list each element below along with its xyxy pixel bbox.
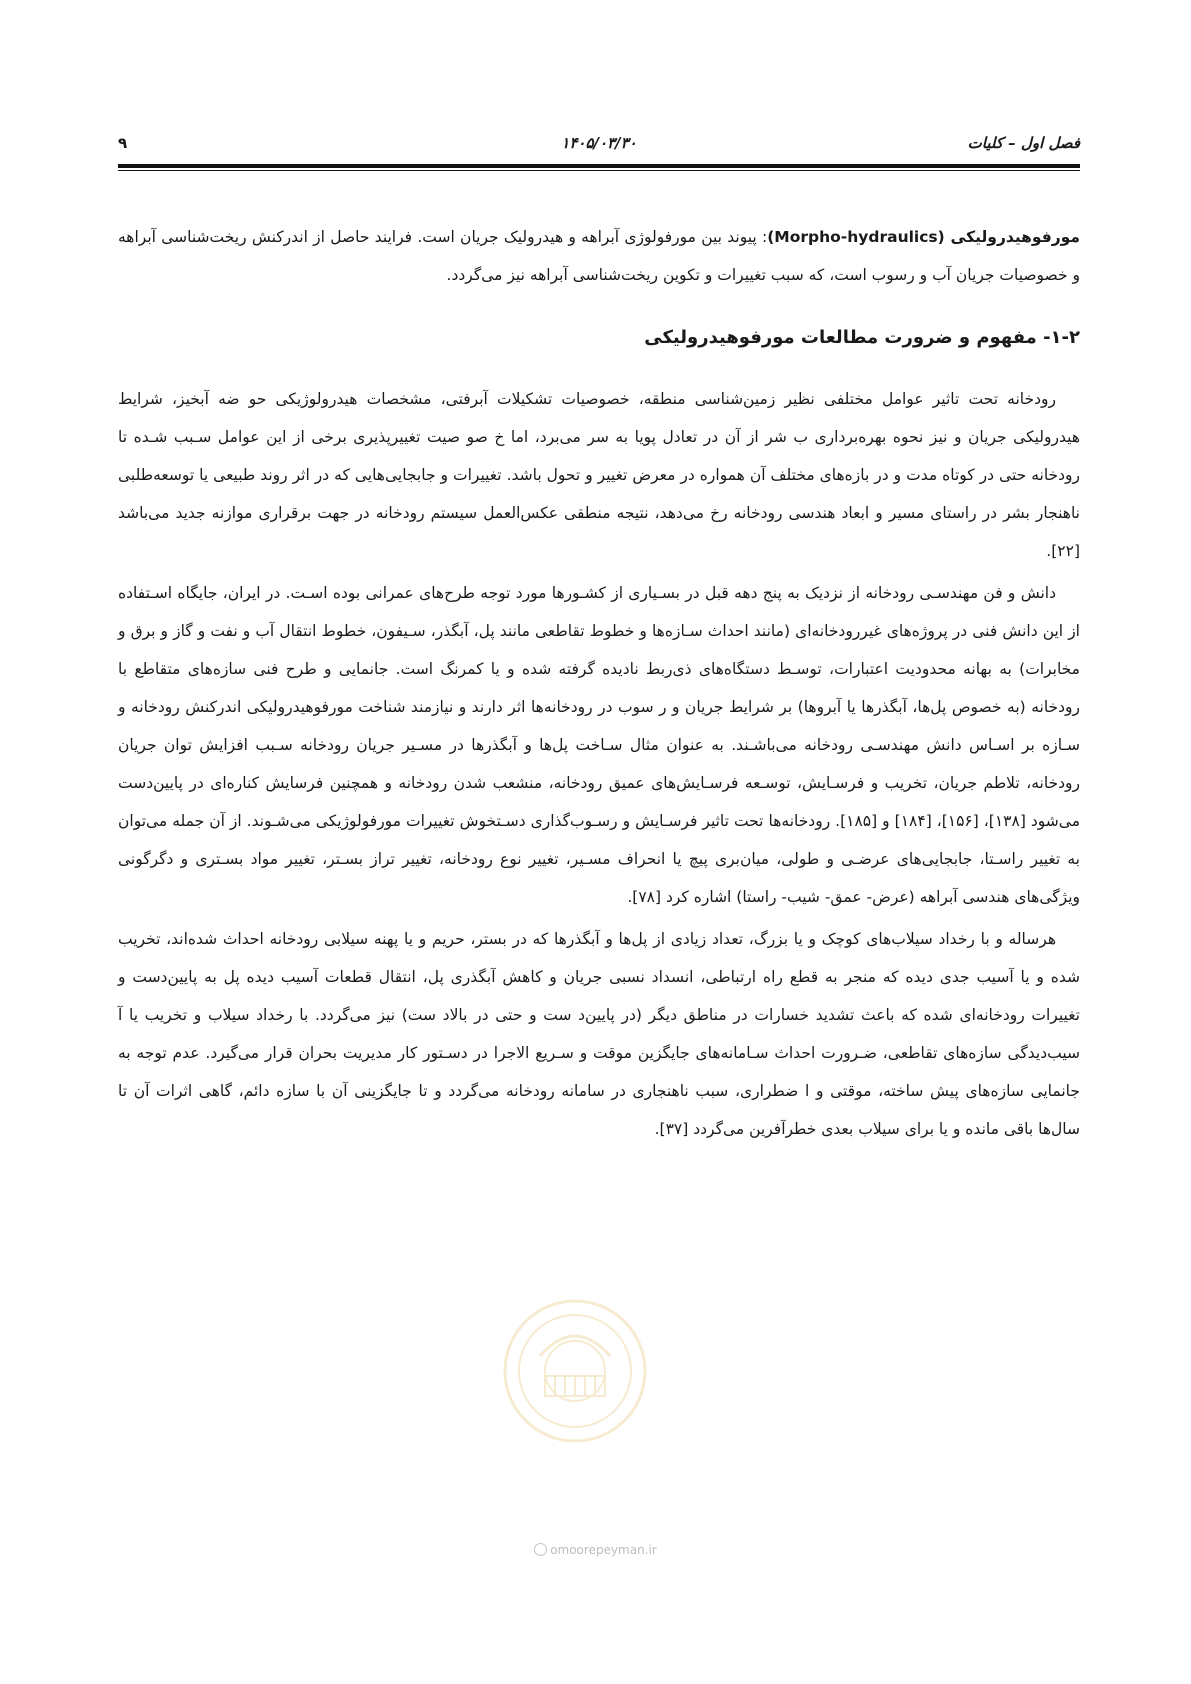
header-rule-thick <box>118 164 1080 168</box>
circular-seal-logo-icon <box>500 1296 650 1446</box>
section-heading: ۱-۲- مفهوم و ضرورت مطالعات مورفوهیدرولیکی <box>644 327 1080 348</box>
body-paragraph-3: هرساله و با رخداد سیلاب‌های کوچک و یا بزرگ، تعداد زیادی از پل‌ها و آبگذرها که در بستر، حریم و یا پهنه سیلابی رودخانه احداث شده‌اند، تخریب شده و یا آسیب جدی دیده که منجر به قطع راه ارتباطی، انسداد نسبی جریان و کاهش آبگذری پل، انتقال قطعات آسیب دیده پل به پایین‌دست و تغییرات رودخانه‌ای شده که باعث تشدید خسارات در مناطق دیگر (در پایین‌د ست و حتی در بالاد ست) نیز می‌گردد. با رخداد سیلاب و تخریب یا آ سیب‌دیدگی سازه‌های تقاطعی، ضـرورت احداث سـامانه‌های جایگزین موقت و سـریع الاجرا در دسـتور کار مدیریت بحران قرار می‌گیرد. عدم توجه به جانمایی سازه‌های پیش ساخته، موقتی و ا ضطراری، سبب ناهنجاری در سامانه رودخانه می‌گردد و تا جایگزینی آن با سازه دائم، گاهی اثرات آن تا سال‌ها باقی مانده و یا برای سیلاب بعدی خطرآفرین می‌گردد [۳۷]. <box>118 930 1080 1138</box>
body-paragraph-1: رودخانه تحت تاثیر عوامل مختلفی نظیر زمین‌شناسی منطقه، خصوصیات تشکیلات آبرفتی، مشخصات هیدرولوژیکی حو ضه آبخیز، شرایط هیدرولیکی جریان و نیز نحوه بهره‌برداری ب شر از آن در تعادل پویا به سر می‌برد، اما خ صو صیت تغییرپذیری برخی از این عوامل سـبب شـده تا رودخانه حتی در کوتاه مدت و در بازه‌های مختلف آن همواره در معرض تغییر و تحول باشد. تغییرات و جابجایی‌هایی که در اثر روند طبیعی یا توسعه‌طلبی ناهنجار بشر در راستای مسیر و ابعاد هندسی رودخانه رخ می‌دهد، نتیجه منطقی عکس‌العمل سیستم رودخانه در جهت برقراری موازنه جدید می‌باشد [۲۲]. <box>118 390 1080 560</box>
body-paragraph-2: دانش و فن مهندسـی رودخانه از نزدیک به پنج دهه قبل در بسـیاری از کشـورها مورد توجه طرح‌های عمرانی بوده اسـت. در ایران، جایگاه اسـتفاده از این دانش فنی در پروژه‌های غیررودخانه‌ای (مانند احداث سـازه‌ها و خطوط تقاطعی مانند پل، آبگذر، سـیفون، خطوط انتقال آب و نفت و گاز و برق و مخابرات) به بهانه محدودیت اعتبارات، توسـط دستگاه‌های ذی‌ربط نادیده گرفته شده و یا کمرنگ است. جانمایی و طرح فنی سازه‌های متقاطع با رودخانه (به خصوص پل‌ها، آبگذرها یا آبروها) بر شرایط جریان و ر سوب در رودخانه‌ها اثر دارند و نیازمند شناخت مورفوهیدرولیکی اندرکنش رودخانه و سـازه بر اسـاس دانش مهندسـی رودخانه می‌باشـند. به عنوان مثال سـاخت پل‌ها و آبگذرها در مسـیر جریان رودخانه سـبب افزایش توان جریان رودخانه، تلاطم جریان، تخریب و فرسـایش، توسـعه فرسـایش‌های عمیق رودخانه، منشعب شدن رودخانه و همچنین فرسایش کناره‌ای در پایین‌دست می‌شود [۱۳۸]، [۱۵۶]، [۱۸۴] و [۱۸۵]. رودخانه‌ها تحت تاثیر فرسـایش و رسـوب‌گذاری دسـتخوش تغییرات مورفولوژیکی می‌شـوند. از آن جمله می‌توان به تغییر راسـتا، جابجایی‌های عرضـی و طولی، میان‌بری پیچ یا انحراف مسـیر، تغییر نوع رودخانه، تغییر تراز بسـتر، تغییر مواد بسـتری و دگرگونی ویژگی‌های هندسی آبراهه (عرض- عمق- شیب- راستا) اشاره کرد [۷۸]. <box>118 584 1080 906</box>
definition-term: مورفوهیدرولیکی (Morpho-hydraulics) <box>767 228 1080 246</box>
body-text <box>118 218 1080 1148</box>
page-number: ۹ <box>118 134 128 152</box>
header-date: ۱۴۰۵/۰۳/۳۰ <box>561 134 637 152</box>
page-header <box>118 130 1080 160</box>
definition-paragraph <box>118 218 1080 294</box>
header-rule-thin <box>118 170 1080 171</box>
definition-text: : پیوند بین مورفولوژی آبراهه و هیدرولیک جریان است. فرایند حاصل از اندرکنش ریخت‌شناسی آبراهه و خصوصیات جریان آب و رسوب است، که سبب تغییرات و تکوین ریخت‌شناسی آبراهه نیز می‌گردد. <box>118 228 1080 284</box>
footer-site-mark <box>0 1543 1191 1557</box>
footer-site-text: omoorepeyman.ir <box>550 1543 657 1557</box>
at-sign-icon <box>534 1543 547 1556</box>
chapter-title: فصل اول – کلیات <box>967 134 1080 152</box>
